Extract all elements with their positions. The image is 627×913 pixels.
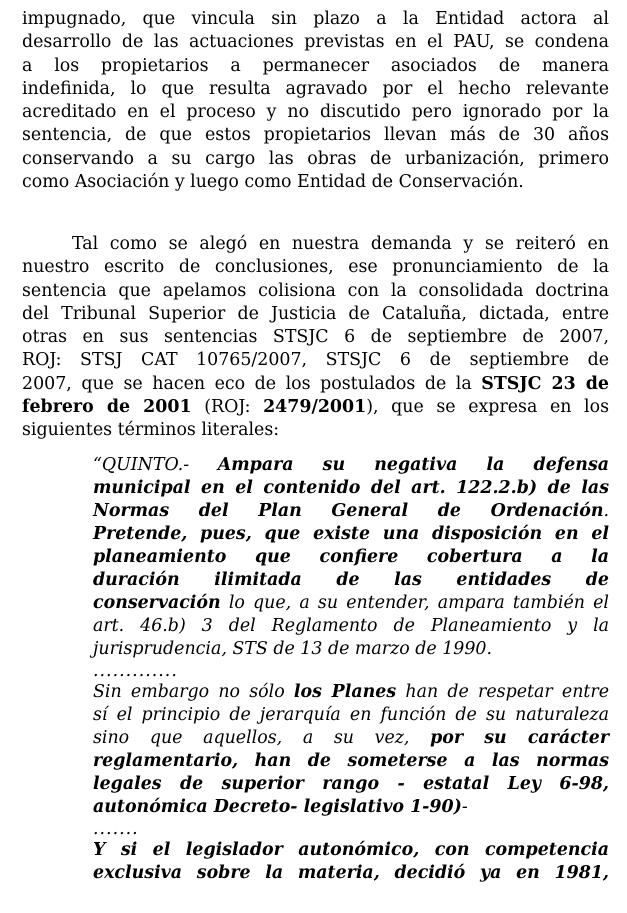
quote-bold: Ampara su negativa la defensa: [217, 455, 610, 475]
text-line: [22, 373, 609, 396]
paragraph-2: [22, 233, 609, 443]
text-line: sentencia, de que estos propietarios llevan más de 30 años: [22, 125, 609, 146]
text-line: conservando a su cargo las obras de urbanización, primero: [22, 148, 609, 169]
quote-line: [93, 727, 609, 750]
quote-line: exclusiva sobre la materia, decidió ya en 1981,: [93, 863, 609, 883]
text-line: desarrollo de las actuaciones previstas en el PAU, se condena: [22, 32, 609, 53]
quote-bold: los Planes: [293, 682, 397, 702]
quote-bold: Normas del Plan General de Ordenación: [93, 501, 604, 521]
quote-line: planeamiento que confiere cobertura a la: [93, 547, 609, 567]
quote-line: municipal en el contenido del art. 122.2.b) de las: [93, 478, 609, 498]
quoted-passage: [93, 454, 609, 885]
text-segment: Sin embargo no sólo: [93, 682, 294, 702]
citation-bold: 2479/2001: [263, 397, 367, 418]
text-segment: han de respetar entre: [396, 682, 609, 702]
quote-line: [93, 500, 609, 523]
text-segment: .: [603, 501, 609, 521]
quote-line: [93, 454, 609, 477]
text-segment: ), que se expresa en los: [366, 397, 609, 418]
quote-line: legales de superior rango - estatal Ley 6-98,: [93, 774, 609, 794]
quote-line: art. 46.b) 3 del Reglamento de Planeamiento y la: [93, 616, 609, 636]
text-line: indefinida, lo que resulta agravado por el hecho relevante: [22, 78, 609, 99]
text-segment: 2007, que se hacen eco de los postulados de la: [22, 373, 472, 394]
quote-line: jurisprudencia, STS de 13 de marzo de 1990.: [93, 639, 492, 659]
text-segment: (ROJ:: [191, 397, 264, 418]
quote-line: Pretende, pues, que existe una disposición en el: [93, 524, 609, 544]
ellipsis-separator: .............: [93, 661, 178, 681]
quote-bold: autonómica Decreto- legislativo 1-90): [93, 797, 462, 817]
ellipsis-separator: .......: [93, 819, 139, 839]
text-line: del Tribunal Superior de Justicia de Cataluña, dictada, entre: [22, 303, 609, 324]
quote-line: [93, 681, 609, 704]
quote-line: reglamentario, han de someterse a las normas: [93, 751, 609, 771]
quote-line: Y si el legislador autonómico, con competencia: [93, 840, 609, 860]
text-segment: -: [461, 797, 468, 817]
paragraph-1: [22, 8, 609, 194]
text-line: ROJ: STSJ CAT 10765/2007, STSJC 6 de septiembre de: [22, 350, 609, 371]
text-line: Tal como se alegó en nuestra demanda y se reiteró en: [72, 234, 609, 254]
text-line: como Asociación y luego como Entidad de Conservación.: [22, 172, 524, 193]
text-line: a los propietarios a permanecer asociados de manera: [22, 55, 609, 76]
quote-bold: por su carácter: [430, 728, 609, 748]
quote-opening: “QUINTO.-: [93, 455, 190, 475]
text-line: siguientes términos literales:: [22, 420, 280, 441]
text-line: [22, 396, 609, 419]
quote-line: [93, 796, 609, 819]
text-line: otras en sus sentencias STSJC 6 de septiembre de 2007,: [22, 327, 609, 348]
text-line: sentencia que apelamos colisiona con la consolidada doctrina: [22, 280, 609, 301]
quote-line: [93, 592, 609, 615]
text-segment: sino que aquellos, a su vez,: [93, 728, 431, 748]
text-line: impugnado, que vincula sin plazo a la Entidad actora al: [22, 9, 609, 29]
text-segment: lo que, a su entender, ampara también el: [220, 593, 609, 613]
quote-bold: conservación: [93, 593, 221, 613]
quote-line: sí el principio de jerarquía en función de su naturaleza: [93, 705, 609, 725]
text-line: acreditado en el proceso y no discutido pero ignorado por la: [22, 102, 609, 123]
citation-bold: STSJC 23 de: [481, 373, 609, 394]
text-line: nuestro escrito de conclusiones, ese pronunciamiento de la: [22, 257, 609, 278]
quote-line: duración ilimitada de las entidades de: [93, 570, 609, 590]
citation-bold: febrero de 2001: [22, 397, 192, 418]
